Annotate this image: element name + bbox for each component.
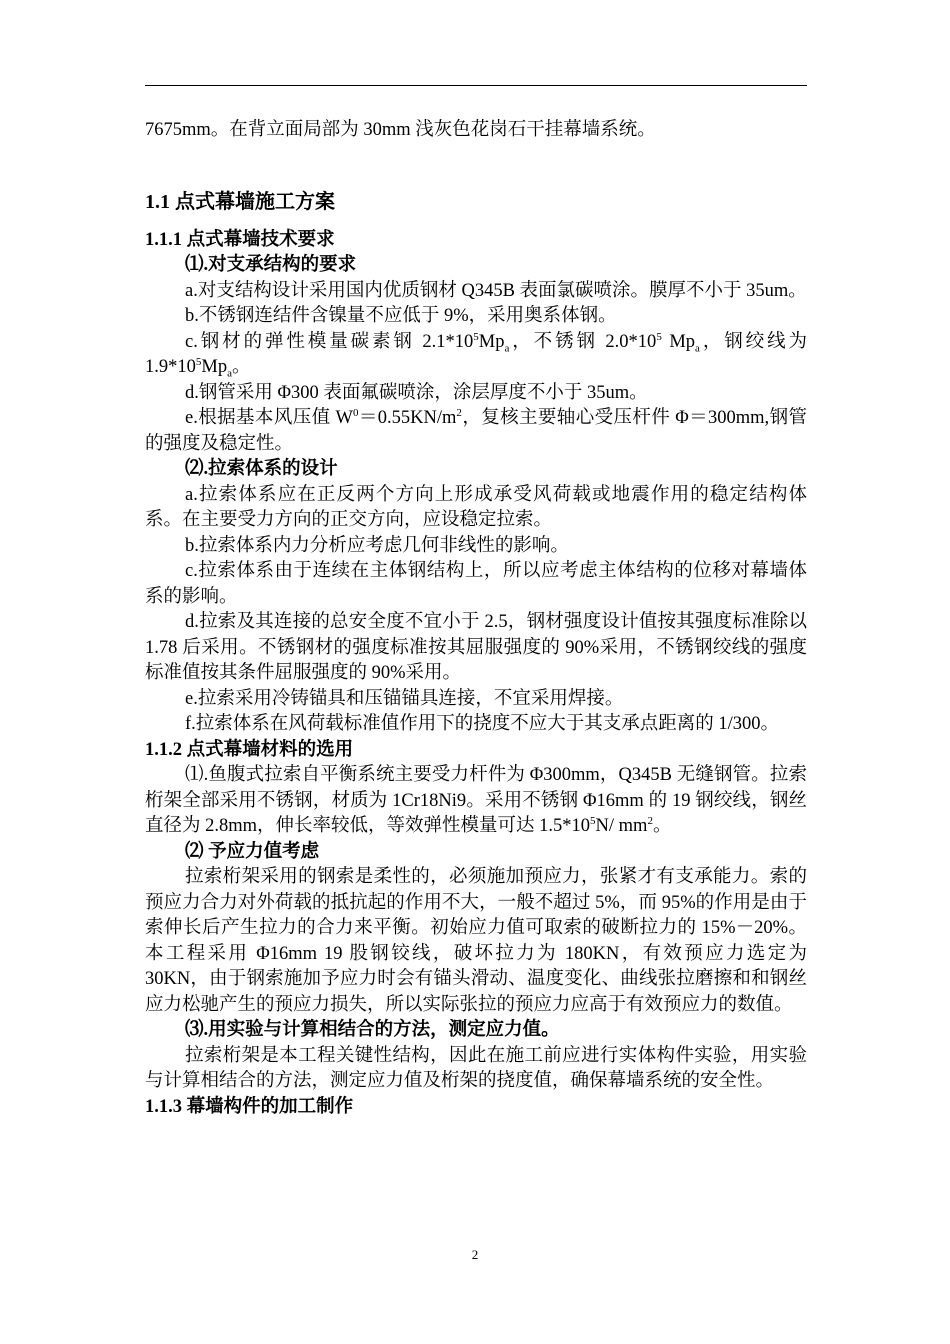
- paragraph-2b: b.拉索体系内力分析应考虑几何非线性的影响。: [185, 535, 569, 556]
- paragraph-2d: d.拉索及其连接的总安全度不宜小于 2.5，钢材强度设计值按其强度标准除以 1.78 后采用。不锈钢材的强度标准按其屈服强度的 90%采用，不锈钢绞线的强度标准值按其条件屈服强度的 90%采用。: [145, 612, 807, 683]
- subheading-experiment: ⑶.用实验与计算相结合的方法，测定应力值。: [185, 1020, 560, 1040]
- paragraph-1a: a.对支结构设计采用国内优质钢材 Q345B 表面氯碳喷涂。膜厚不小于 35um。: [185, 280, 807, 301]
- subheading-cable-system: ⑵.拉索体系的设计: [185, 459, 338, 479]
- section-heading-1-1-3: 1.1.3 幕墙构件的加工制作: [145, 1096, 354, 1117]
- subheading-support-structure: ⑴.对支承结构的要求: [185, 255, 357, 275]
- section-heading-1-1: 1.1 点式幕墙施工方案: [145, 190, 335, 213]
- header-rule: [145, 85, 807, 86]
- paragraph-2c: c.拉索体系由于连续在主体钢结构上，所以应考虑主体结构的位移对幕墙体系的影响。: [145, 561, 807, 607]
- paragraph-2a: a.拉索体系应在正反两个方向上形成承受风荷载或地震作用的稳定结构体系。在主要受力方向的正交方向，应设稳定拉索。: [145, 484, 807, 530]
- paragraph-2e: e.拉索采用冷铸锚具和压锚锚具连接，不宜采用焊接。: [185, 688, 624, 709]
- paragraph-1c: c.钢材的弹性模量碳素钢 $2.1*10^5Mp_a$，不锈钢 $2.0*10^5$ $Mp_a$，钢绞线为 $1.9*10^5Mp_a$。: [145, 330, 807, 380]
- intro-paragraph: 7675mm。在背立面局部为 30mm 浅灰色花岗石干挂幕墙系统。: [145, 120, 656, 140]
- document-body: [145, 118, 807, 1120]
- section-heading-1-1-1: 1.1.1 点式幕墙技术要求: [145, 229, 335, 250]
- paragraph-1b: b.不锈钢连结件含镍量不应低于 9%，采用奥系体钢。: [185, 306, 617, 326]
- paragraph-4: 拉索桁架采用的钢索是柔性的，必须施加预应力，张紧才有支承能力。索的预应力合力对外荷载的抵抗起的作用不大，一般不超过 5%，而 95%的作用是由于索伸长后产生拉力的合力来平衡。初始应力值可取索的破断拉力的 15%－20%。本工程采用 Φ16mm 19 股钢铰线，破坏拉力为 180KN，有效预应力选定为 30KN，由于钢索施加予应力时会有锚头滑动、温度变化、曲线张拉磨擦和和钢丝应力松驰产生的预应力损失，所以实际张拉的预应力应高于有效预应力的数值。: [145, 867, 807, 1015]
- paragraph-3: ⑴.鱼腹式拉索自平衡系统主要受力杆件为 Φ300mm，Q345B 无缝钢管。拉索桁架全部采用不锈钢，材质为 1Cr18Ni9。采用不锈钢 Φ16mm 的 19 钢绞线，钢丝直径为 2.8mm，伸长率较低，等效弹性模量可达 $1.5*10^5N/$ $mm^2$。: [145, 765, 807, 836]
- subheading-prestress: ⑵ 予应力值考虑: [185, 841, 320, 862]
- paragraph-2f: f.拉索体系在风荷载标准值作用下的挠度不应大于其支承点距离的 1/300。: [185, 714, 780, 734]
- paragraph-1d: d.钢管采用 Φ300 表面氟碳喷涂，涂层厚度不小于 35um。: [185, 382, 648, 403]
- paragraph-5: 拉索桁架是本工程关键性结构，因此在施工前应进行实体构件实验，用实验与计算相结合的方法，测定应力值及桁架的挠度值，确保幕墙系统的安全性。: [145, 1045, 807, 1091]
- page-number: 2: [471, 1247, 479, 1262]
- section-heading-1-1-2: 1.1.2 点式幕墙材料的选用: [145, 739, 354, 760]
- paragraph-1e: e.根据基本风压值 $W^0=0.55KN/m^2$，复核主要轴心受压杆件 Φ＝300mm,钢管的强度及稳定性。: [145, 406, 807, 454]
